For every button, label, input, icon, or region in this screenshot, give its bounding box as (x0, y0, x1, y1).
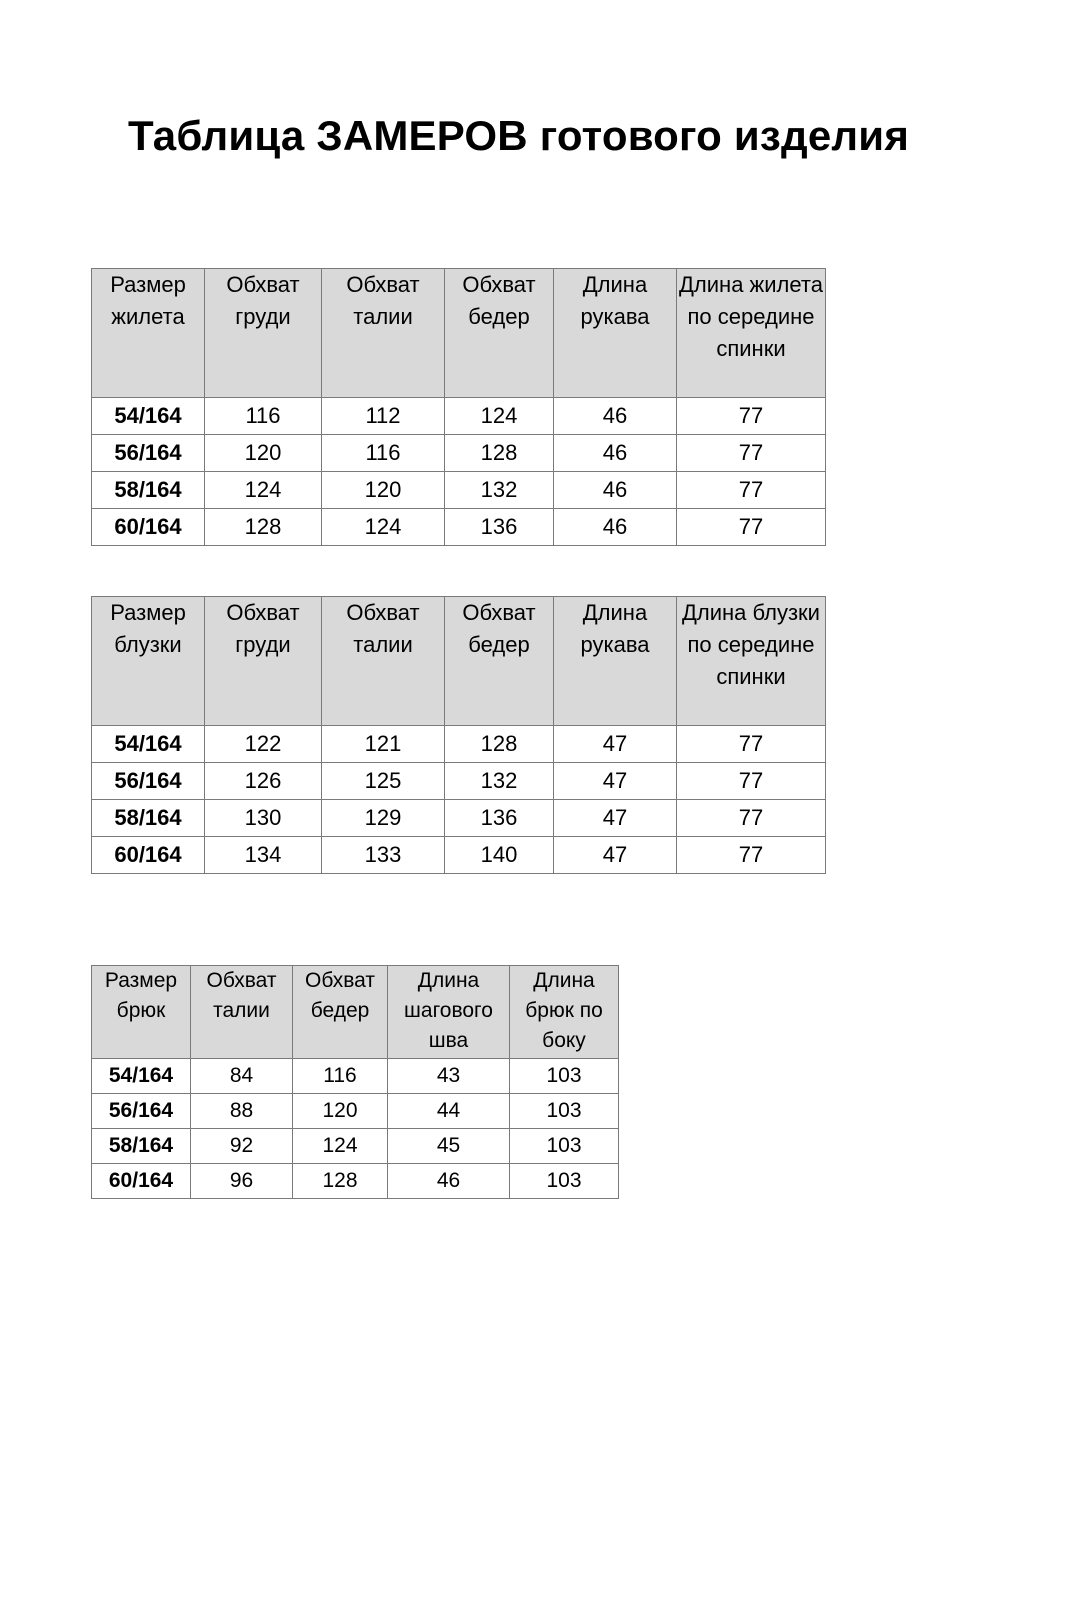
table-cell: 121 (322, 726, 445, 763)
column-header: Обхват груди (205, 269, 322, 398)
table-cell: 134 (205, 837, 322, 874)
table-cell: 128 (293, 1164, 388, 1199)
table-cell: 103 (510, 1094, 619, 1129)
table-row (92, 763, 826, 800)
table-row (92, 726, 826, 763)
column-header: Обхват талии (191, 966, 293, 1059)
table-row (92, 398, 826, 435)
table-cell: 46 (554, 435, 677, 472)
trousers-measurements-table (91, 965, 619, 1199)
table-row (92, 1094, 619, 1129)
table-cell: 130 (205, 800, 322, 837)
table-cell: 45 (388, 1129, 510, 1164)
column-header: Длина рукава (554, 269, 677, 398)
table-cell: 120 (205, 435, 322, 472)
table-cell: 46 (388, 1164, 510, 1199)
table-header-row (92, 597, 826, 726)
column-header: Длина рукава (554, 597, 677, 726)
table-cell: 125 (322, 763, 445, 800)
size-cell: 60/164 (92, 1164, 191, 1199)
table-cell: 47 (554, 726, 677, 763)
column-header: Обхват талии (322, 269, 445, 398)
table-cell: 129 (322, 800, 445, 837)
column-header: Обхват груди (205, 597, 322, 726)
table-cell: 88 (191, 1094, 293, 1129)
size-cell: 58/164 (92, 800, 205, 837)
table-cell: 46 (554, 509, 677, 546)
table-cell: 116 (205, 398, 322, 435)
table-row (92, 435, 826, 472)
column-header: Размер жилета (92, 269, 205, 398)
table-cell: 140 (445, 837, 554, 874)
table-cell: 44 (388, 1094, 510, 1129)
table-cell: 116 (293, 1059, 388, 1094)
table-cell: 133 (322, 837, 445, 874)
table-cell: 136 (445, 509, 554, 546)
column-header: Обхват бедер (445, 269, 554, 398)
table-cell: 126 (205, 763, 322, 800)
table-row (92, 800, 826, 837)
table-cell: 47 (554, 763, 677, 800)
table-cell: 77 (677, 472, 826, 509)
table-cell: 92 (191, 1129, 293, 1164)
size-cell: 54/164 (92, 1059, 191, 1094)
table-cell: 43 (388, 1059, 510, 1094)
table-cell: 112 (322, 398, 445, 435)
column-header: Длина жилета по середине спинки (677, 269, 826, 398)
table-row (92, 472, 826, 509)
size-cell: 58/164 (92, 472, 205, 509)
table-cell: 124 (205, 472, 322, 509)
table-cell: 132 (445, 763, 554, 800)
table-cell: 128 (445, 435, 554, 472)
column-header: Длина блузки по середине спинки (677, 597, 826, 726)
table-cell: 77 (677, 435, 826, 472)
table-cell: 124 (322, 509, 445, 546)
table-cell: 124 (445, 398, 554, 435)
column-header: Размер блузки (92, 597, 205, 726)
table-cell: 77 (677, 800, 826, 837)
column-header: Обхват бедер (293, 966, 388, 1059)
column-header: Обхват бедер (445, 597, 554, 726)
table-cell: 120 (293, 1094, 388, 1129)
table-row (92, 1129, 619, 1164)
table-cell: 46 (554, 398, 677, 435)
table-cell: 47 (554, 800, 677, 837)
table-cell: 116 (322, 435, 445, 472)
table-header-row (92, 966, 619, 1059)
table-row (92, 1059, 619, 1094)
size-cell: 56/164 (92, 435, 205, 472)
size-cell: 54/164 (92, 726, 205, 763)
table-cell: 96 (191, 1164, 293, 1199)
size-cell: 54/164 (92, 398, 205, 435)
column-header: Длина брюк по боку (510, 966, 619, 1059)
table-cell: 103 (510, 1129, 619, 1164)
table-cell: 77 (677, 509, 826, 546)
blouse-measurements-table (91, 596, 826, 874)
table-cell: 122 (205, 726, 322, 763)
table-cell: 124 (293, 1129, 388, 1164)
table-row (92, 837, 826, 874)
table-cell: 47 (554, 837, 677, 874)
size-cell: 60/164 (92, 509, 205, 546)
table-cell: 77 (677, 726, 826, 763)
table-cell: 103 (510, 1164, 619, 1199)
column-header: Длина шагового шва (388, 966, 510, 1059)
vest-measurements-table (91, 268, 826, 546)
table-cell: 136 (445, 800, 554, 837)
table-cell: 84 (191, 1059, 293, 1094)
table-cell: 132 (445, 472, 554, 509)
table-cell: 46 (554, 472, 677, 509)
table-cell: 120 (322, 472, 445, 509)
table-row (92, 1164, 619, 1199)
table-cell: 77 (677, 837, 826, 874)
size-cell: 56/164 (92, 763, 205, 800)
table-cell: 128 (205, 509, 322, 546)
table-cell: 77 (677, 763, 826, 800)
page-title: Таблица ЗАМЕРОВ готового изделия (128, 112, 910, 159)
column-header: Обхват талии (322, 597, 445, 726)
table-cell: 128 (445, 726, 554, 763)
table-header-row (92, 269, 826, 398)
table-row (92, 509, 826, 546)
column-header: Размер брюк (92, 966, 191, 1059)
size-cell: 60/164 (92, 837, 205, 874)
table-cell: 77 (677, 398, 826, 435)
table-cell: 103 (510, 1059, 619, 1094)
size-cell: 58/164 (92, 1129, 191, 1164)
size-cell: 56/164 (92, 1094, 191, 1129)
